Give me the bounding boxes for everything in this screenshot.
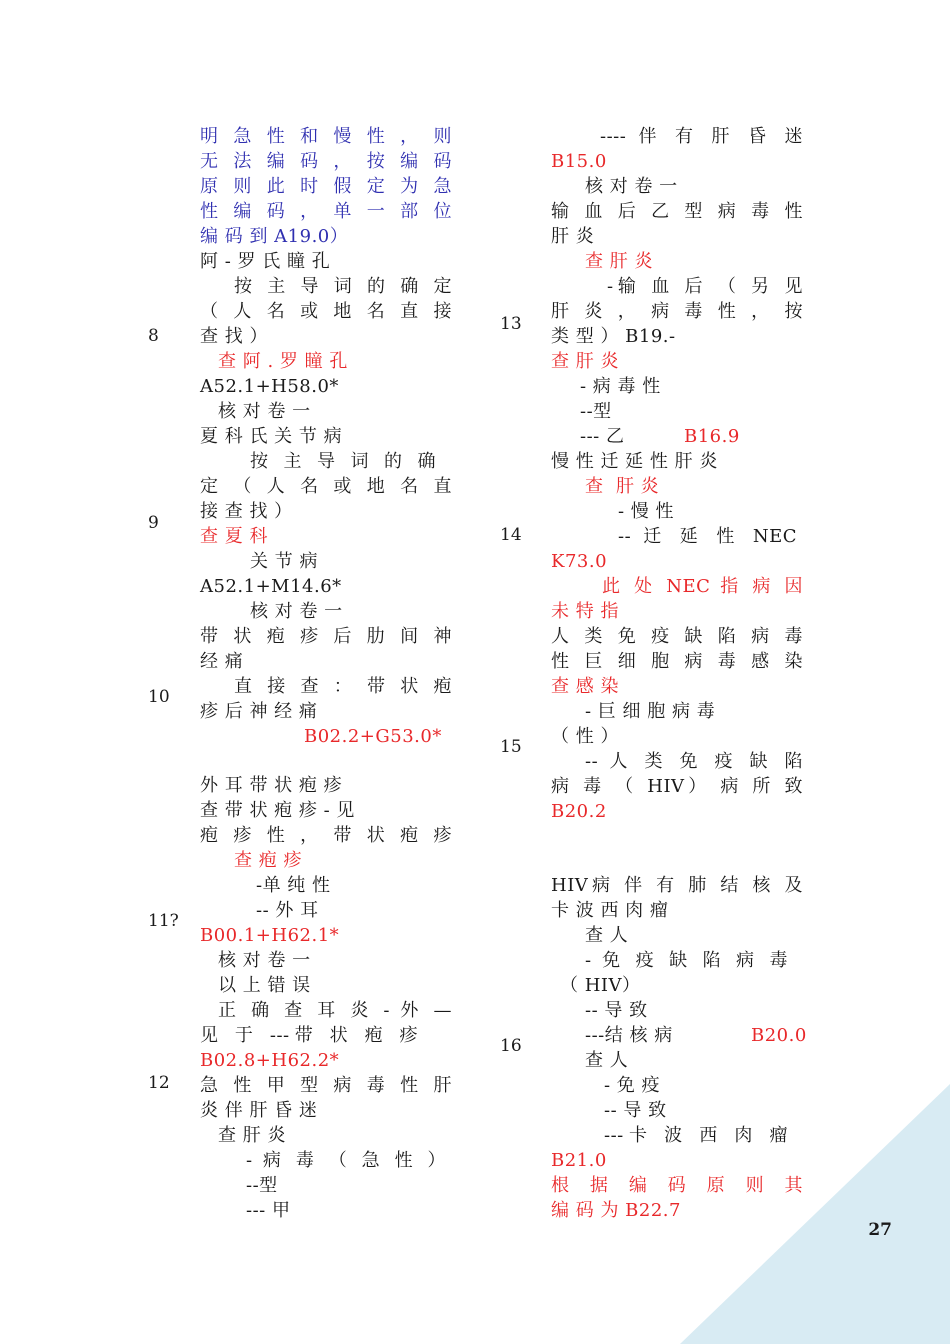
text-line: 疱 疹 性 ， 带 状 疱 疹 bbox=[200, 825, 452, 846]
code-line: A52.1+H58.0* bbox=[200, 376, 339, 397]
text-line: 编 码 为 B22.7 bbox=[551, 1200, 681, 1221]
row-number: 9 bbox=[148, 513, 159, 533]
text-line: 急 性 甲 型 病 毒 性 肝 bbox=[200, 1075, 452, 1096]
text-line: 正 确 查 耳 炎 - 外 — bbox=[218, 1000, 452, 1021]
text-line: 查 肝 炎 bbox=[585, 251, 653, 272]
row-number: 10 bbox=[148, 687, 170, 707]
text-line: --型 bbox=[246, 1175, 278, 1196]
row-number: 13 bbox=[500, 314, 522, 334]
text-line: 输 血 后 乙 型 病 毒 性 bbox=[551, 201, 803, 222]
row-number: 16 bbox=[500, 1036, 522, 1056]
code-line: K73.0 bbox=[551, 551, 608, 572]
code-line: B02.8+H62.2* bbox=[200, 1050, 340, 1071]
text-line: - 免 疫 bbox=[604, 1075, 661, 1096]
text-line: 编 码 到 A19.0） bbox=[200, 226, 349, 247]
row-number: 15 bbox=[500, 737, 522, 757]
text-line: 原 则 此 时 假 定 为 急 bbox=[200, 176, 452, 197]
code-line: B00.1+H62.1* bbox=[200, 925, 340, 946]
text-line: 查 阿 . 罗 瞳 孔 bbox=[218, 351, 348, 372]
text-line: 核 对 卷 一 bbox=[218, 950, 311, 971]
text-line: -单 纯 性 bbox=[256, 875, 331, 896]
text-line: 未 特 指 bbox=[551, 601, 619, 622]
text-line: 按 主 导 词 的 确 bbox=[250, 451, 436, 472]
text-line: （ 人 名 或 地 名 直 接 bbox=[200, 301, 452, 322]
text-line: 按 主 导 词 的 确 定 bbox=[234, 276, 452, 297]
text-line: 查 人 bbox=[585, 1050, 629, 1071]
text-line: -- 导 致 bbox=[585, 1000, 648, 1021]
text-line: （ HIV） bbox=[560, 975, 641, 996]
text-line: 见 于 ---带 状 疱 疹 bbox=[200, 1025, 418, 1046]
text-line: 无 法 编 码 ， 按 编 码 bbox=[200, 151, 452, 172]
row-number: 12 bbox=[148, 1073, 170, 1093]
text-line: HIV病 伴 有 肺 结 核 及 bbox=[551, 875, 803, 896]
row-number: 11? bbox=[148, 911, 179, 931]
text-line: 查 肝 炎 bbox=[585, 476, 660, 497]
text-line: 肝 炎 ， 病 毒 性 ， 按 bbox=[551, 301, 803, 322]
text-line: 带 状 疱 疹 后 肋 间 神 bbox=[200, 626, 452, 647]
text-line: --- 甲 bbox=[246, 1200, 291, 1221]
text-line: 查 找 ） bbox=[200, 326, 268, 347]
text-line: 肝 炎 bbox=[551, 226, 595, 247]
text-line: 炎 伴 肝 昏 迷 bbox=[200, 1100, 318, 1121]
row-number: 8 bbox=[148, 326, 159, 346]
text-line: 查 肝 炎 bbox=[551, 351, 619, 372]
text-line: 查 人 bbox=[585, 925, 629, 946]
text-line: -- 迁 延 性 NEC bbox=[618, 526, 797, 547]
text-line: - 病 毒 性 bbox=[580, 376, 661, 397]
text-line: ---卡 波 西 肉 瘤 bbox=[604, 1125, 788, 1146]
text-line: 根 据 编 码 原 则 其 bbox=[551, 1175, 803, 1196]
text-line: - 慢 性 bbox=[618, 501, 675, 522]
text-line: （ 性 ） bbox=[551, 726, 619, 747]
text-line: 查 疱 疹 bbox=[234, 850, 302, 871]
text-line: 疹 后 神 经 痛 bbox=[200, 701, 318, 722]
text-line: 定 （ 人 名 或 地 名 直 bbox=[200, 476, 452, 497]
text-line: ---- 伴 有 肝 昏 迷 bbox=[600, 126, 803, 147]
code-line: B15.0 bbox=[551, 151, 607, 172]
text-line: 查 带 状 疱 疹 - 见 bbox=[200, 800, 355, 821]
text-line: -输 血 后 （ 另 见 bbox=[607, 276, 803, 297]
text-line: 查 肝 炎 bbox=[218, 1125, 286, 1146]
code-line: B20.2 bbox=[551, 801, 607, 822]
text-line: 此 处 NEC 指 病 因 bbox=[602, 576, 803, 597]
code-line: B02.2+G53.0* bbox=[304, 726, 442, 747]
text-line: 阿 - 罗 氏 瞳 孔 bbox=[200, 251, 331, 272]
text-line: 接 查 找 ） bbox=[200, 501, 293, 522]
text-line: 慢 性 迁 延 性 肝 炎 bbox=[551, 451, 718, 472]
code-line: B21.0 bbox=[551, 1150, 607, 1171]
row-number: 14 bbox=[500, 525, 522, 545]
text-line: -- 导 致 bbox=[604, 1100, 667, 1121]
text-line: 类 型 ） B19.- bbox=[551, 326, 676, 347]
text-line: 夏 科 氏 关 节 病 bbox=[200, 426, 343, 447]
text-line: 直 接 查 ： 带 状 疱 bbox=[234, 676, 452, 697]
text-line: -- 外 耳 bbox=[256, 900, 319, 921]
text-line: - 免 疫 缺 陷 病 毒 bbox=[585, 950, 788, 971]
text-line: 以 上 错 误 bbox=[218, 975, 311, 996]
text-line: --- 乙 bbox=[580, 426, 625, 447]
text-line: 外 耳 带 状 疱 疹 bbox=[200, 775, 343, 796]
text-line: 明 急 性 和 慢 性 ， 则 bbox=[200, 126, 452, 147]
text-line: 性 编 码 ， 单 一 部 位 bbox=[200, 201, 452, 222]
text-line: 人 类 免 疫 缺 陷 病 毒 bbox=[551, 626, 803, 647]
text-line: 卡 波 西 肉 瘤 bbox=[551, 900, 669, 921]
text-line: 性 巨 细 胞 病 毒 感 染 bbox=[551, 651, 803, 672]
text-line: -- 人 类 免 疫 缺 陷 bbox=[585, 751, 803, 772]
text-line: 查 夏 科 bbox=[200, 526, 268, 547]
text-line: 关 节 病 bbox=[250, 551, 318, 572]
text-line: - 巨 细 胞 病 毒 bbox=[585, 701, 716, 722]
text-line: --型 bbox=[580, 401, 612, 422]
code-line: B20.0 bbox=[751, 1025, 807, 1046]
text-line: 核 对 卷 一 bbox=[250, 601, 343, 622]
text-line: 病 毒 （ HIV） 病 所 致 bbox=[551, 776, 803, 797]
code-line: B16.9 bbox=[684, 426, 740, 447]
code-line: A52.1+M14.6* bbox=[200, 576, 342, 597]
text-line: 查 感 染 bbox=[551, 676, 619, 697]
text-line: 核 对 卷 一 bbox=[218, 401, 311, 422]
text-line: 核 对 卷 一 bbox=[585, 176, 678, 197]
text-line: - 病 毒 （ 急 性 ） bbox=[246, 1150, 446, 1171]
page-number: 27 bbox=[868, 1220, 892, 1240]
text-line: 经 痛 bbox=[200, 651, 244, 672]
text-line: ---结 核 病 bbox=[585, 1025, 673, 1046]
